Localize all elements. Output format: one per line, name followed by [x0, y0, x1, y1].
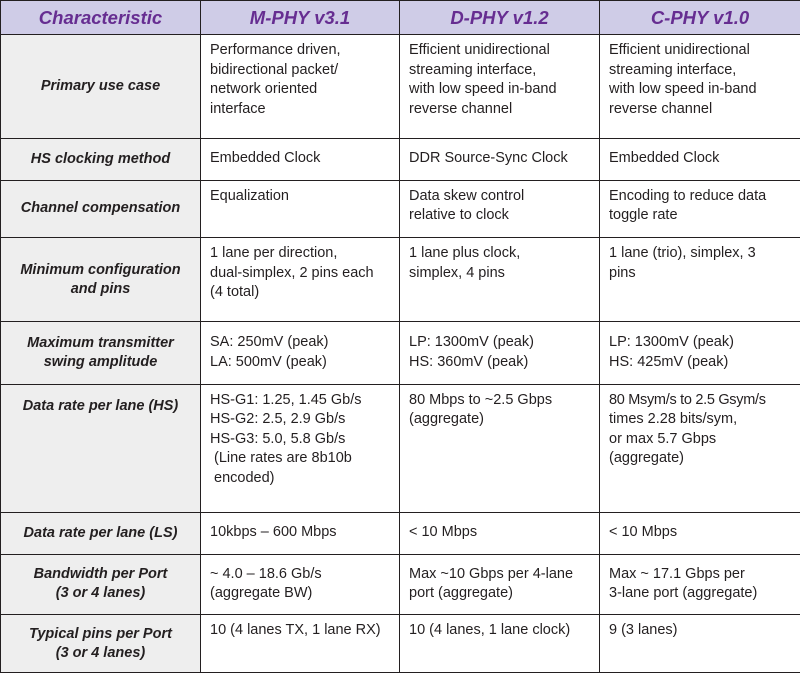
row-label — [1, 512, 201, 554]
cell-line: < 10 Mbps — [609, 524, 678, 541]
row-label — [1, 180, 201, 238]
cell-line: (aggregate) — [409, 411, 484, 428]
cell-c-phy — [600, 615, 800, 673]
cell-line: or max 5.7 Gbps — [609, 430, 717, 447]
cell-line: 10 (4 lanes TX, 1 lane RX) — [210, 622, 381, 639]
row-label — [1, 384, 201, 512]
row-label-line: (3 or 4 lanes) — [55, 644, 146, 661]
row-label — [1, 322, 201, 385]
cell-line: with low speed in-band — [609, 81, 757, 97]
row-data-rate-ls — [1, 512, 800, 554]
row-typical-pins-per-port — [1, 615, 800, 673]
cell-line: HS-G1: 1.25, 1.45 Gb/s — [210, 391, 362, 408]
cell-line: simplex, 4 pins — [409, 264, 505, 281]
cell-line: Max ~10 Gbps per 4-lane — [409, 565, 574, 582]
cell-line: (aggregate) — [609, 450, 684, 467]
cell-line: (Line rates are 8b10b — [214, 450, 352, 467]
row-data-rate-hs — [1, 384, 800, 512]
row-minimum-configuration — [1, 238, 800, 322]
cell-line: LP: 1300mV (peak) — [609, 334, 734, 351]
cell-m-phy — [201, 554, 400, 615]
cell-line: with low speed in-band — [409, 81, 557, 97]
row-channel-compensation — [1, 180, 800, 238]
cell-line: times 2.28 bits/sym, — [609, 411, 738, 428]
row-label-line: swing amplitude — [43, 353, 158, 370]
cell-d-phy — [400, 138, 600, 180]
cell-m-phy — [201, 512, 400, 554]
cell-m-phy — [201, 322, 400, 385]
cell-d-phy — [400, 512, 600, 554]
cell-m-phy — [201, 384, 400, 512]
cell-line: Max ~ 17.1 Gbps per — [609, 565, 745, 582]
row-label-line: and pins — [70, 280, 131, 297]
cell-line: 80 Msym/s to 2.5 Gsym/s — [609, 391, 766, 408]
cell-line: streaming interface, — [609, 61, 737, 78]
cell-c-phy — [600, 554, 800, 615]
row-label — [1, 35, 201, 139]
cell-line: Efficient unidirectional — [609, 42, 750, 58]
cell-d-phy — [400, 554, 600, 615]
header-d-phy: D-PHY v1.2 — [400, 1, 600, 35]
cell-line: Embedded Clock — [210, 150, 321, 167]
row-label — [1, 615, 201, 673]
cell-line: Equalization — [210, 187, 289, 204]
cell-line: HS: 360mV (peak) — [409, 353, 529, 370]
cell-c-phy — [600, 384, 800, 512]
row-label — [1, 554, 201, 615]
cell-line: reverse channel — [409, 100, 513, 117]
cell-line: (4 total) — [210, 284, 260, 301]
cell-m-phy — [201, 138, 400, 180]
cell-line: relative to clock — [409, 207, 509, 224]
header-characteristic: Characteristic — [1, 1, 201, 35]
cell-c-phy — [600, 138, 800, 180]
cell-line: port (aggregate) — [409, 585, 513, 602]
cell-d-phy — [400, 180, 600, 238]
cell-line: LA: 500mV (peak) — [210, 353, 327, 370]
cell-line: 1 lane (trio), simplex, 3 — [609, 245, 756, 262]
cell-line: toggle rate — [609, 207, 678, 224]
cell-line: 10 (4 lanes, 1 lane clock) — [409, 622, 571, 639]
cell-line: Data skew control — [409, 187, 525, 204]
cell-line: < 10 Mbps — [409, 524, 478, 541]
cell-line: reverse channel — [609, 100, 713, 117]
cell-line: ~ 4.0 – 18.6 Gb/s — [210, 565, 322, 582]
header-row — [1, 1, 800, 35]
cell-line: Efficient unidirectional — [409, 42, 550, 58]
cell-line: streaming interface, — [409, 61, 537, 78]
row-label-line: Channel compensation — [20, 200, 181, 217]
row-label-line: Minimum configuration — [20, 261, 181, 278]
row-label-line: HS clocking method — [30, 150, 171, 167]
cell-line: Encoding to reduce data — [609, 187, 767, 204]
row-max-transmitter-swing — [1, 322, 800, 385]
row-label-line: Primary use case — [40, 77, 161, 94]
row-label-line: Typical pins per Port — [29, 625, 172, 642]
cell-line: (aggregate BW) — [210, 585, 313, 602]
cell-c-phy — [600, 322, 800, 385]
cell-m-phy — [201, 238, 400, 322]
row-label — [1, 138, 201, 180]
row-label-line: Data rate per lane (LS) — [23, 524, 178, 541]
row-hs-clocking-method — [1, 138, 800, 180]
row-label — [1, 238, 201, 322]
cell-d-phy — [400, 35, 600, 139]
row-label-line: Data rate per lane (HS) — [22, 397, 179, 414]
cell-line: DDR Source-Sync Clock — [409, 150, 568, 167]
row-bandwidth-per-port — [1, 554, 800, 615]
cell-line: encoded) — [214, 469, 275, 486]
cell-line: network oriented — [210, 81, 318, 97]
cell-line: HS-G2: 2.5, 2.9 Gb/s — [210, 411, 346, 428]
cell-line: 80 Mbps to ~2.5 Gbps — [409, 391, 553, 408]
cell-c-phy — [600, 512, 800, 554]
cell-d-phy — [400, 384, 600, 512]
header-c-phy: C-PHY v1.0 — [600, 1, 800, 35]
cell-d-phy — [400, 322, 600, 385]
cell-line: 1 lane plus clock, — [409, 245, 521, 262]
cell-line: 9 (3 lanes) — [609, 622, 678, 639]
row-primary-use-case — [1, 35, 800, 139]
cell-line: 1 lane per direction, — [210, 245, 338, 262]
cell-m-phy — [201, 35, 400, 139]
row-label-line: Maximum transmitter — [27, 334, 174, 351]
row-label-line: (3 or 4 lanes) — [55, 585, 146, 602]
cell-line: LP: 1300mV (peak) — [409, 334, 534, 351]
cell-line: 10kbps – 600 Mbps — [210, 524, 337, 541]
row-label-line: Bandwidth per Port — [33, 566, 168, 583]
cell-c-phy — [600, 180, 800, 238]
cell-line: dual-simplex, 2 pins each — [210, 264, 374, 281]
cell-line: interface — [210, 100, 266, 117]
cell-line: bidirectional packet/ — [210, 61, 339, 78]
cell-c-phy — [600, 238, 800, 322]
cell-line: HS-G3: 5.0, 5.8 Gb/s — [210, 430, 346, 447]
cell-line: 3-lane port (aggregate) — [609, 585, 758, 602]
cell-line: SA: 250mV (peak) — [210, 334, 329, 351]
cell-m-phy — [201, 615, 400, 673]
cell-d-phy — [400, 615, 600, 673]
cell-line: HS: 425mV (peak) — [609, 353, 729, 370]
cell-m-phy — [201, 180, 400, 238]
cell-c-phy — [600, 35, 800, 139]
cell-line: pins — [609, 264, 636, 281]
cell-line: Embedded Clock — [609, 150, 720, 167]
cell-d-phy — [400, 238, 600, 322]
header-m-phy: M-PHY v3.1 — [201, 1, 400, 35]
cell-line: Performance driven, — [210, 42, 341, 58]
